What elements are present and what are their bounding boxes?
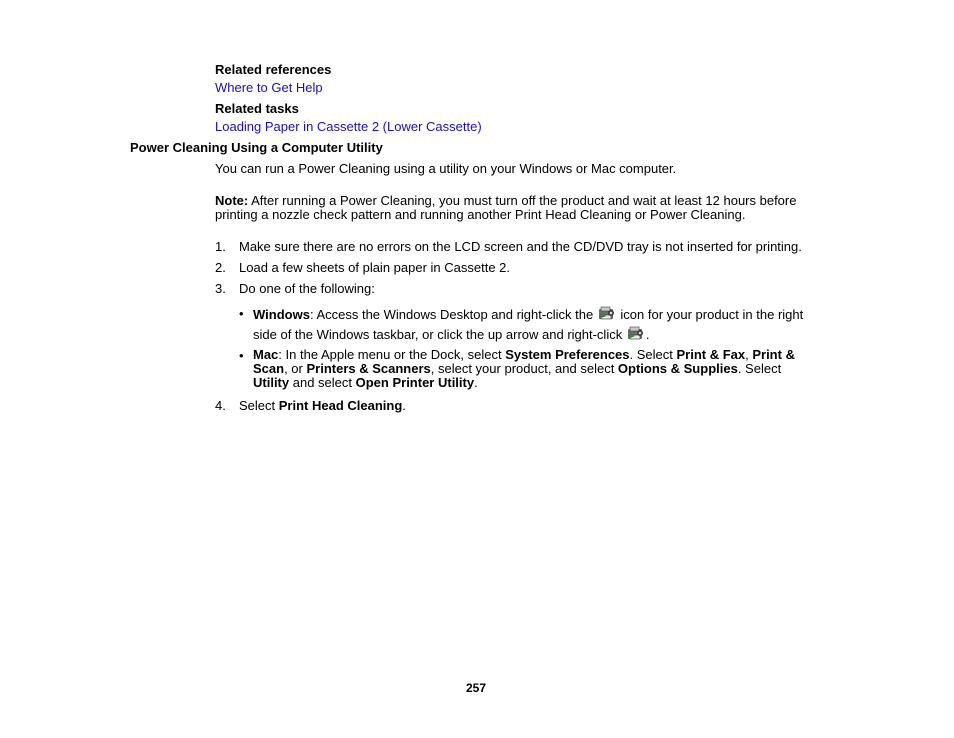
windows-text-1a: : Access the Windows Desktop and right-click the xyxy=(309,307,597,322)
note-label: Note: xyxy=(215,193,249,208)
mac-line-3 xyxy=(253,376,478,390)
printer-utility-icon xyxy=(598,306,616,321)
step-text: Do one of the following: xyxy=(239,281,375,296)
where-to-get-help-link[interactable]: Where to Get Help xyxy=(215,80,323,95)
mac-text: . Select xyxy=(629,347,677,362)
note-text-1: After running a Power Cleaning, you must turn off the product and wait at least 12 hours before xyxy=(248,193,797,208)
windows-line-1 xyxy=(253,306,803,322)
related-tasks-heading: Related tasks xyxy=(215,101,299,116)
windows-text-2a: side of the Windows taskbar, or click the up arrow and right-click xyxy=(253,327,626,342)
windows-line-2 xyxy=(253,326,649,342)
note-line-2: printing a nozzle check pattern and running another Print Head Cleaning or Power Cleaning. xyxy=(215,207,746,222)
step-number: 1. xyxy=(215,239,226,254)
mac-label: Mac xyxy=(253,347,279,362)
options-supplies-term: Options & Supplies xyxy=(617,361,738,376)
windows-text-2b: . xyxy=(645,327,650,342)
mac-text: . xyxy=(474,375,478,390)
bullet-dot: • xyxy=(239,348,244,363)
mac-text: . Select xyxy=(737,361,782,376)
mac-text: , select your product, and select xyxy=(430,361,618,376)
printers-scanners-term: Printers & Scanners xyxy=(306,361,431,376)
intro-text: You can run a Power Cleaning using a utility on your Windows or Mac computer. xyxy=(215,161,677,176)
step-number: 2. xyxy=(215,260,226,275)
step-text-post: . xyxy=(402,398,406,413)
step-number: 3. xyxy=(215,281,226,296)
mac-text: : In the Apple menu or the Dock, select xyxy=(278,347,506,362)
bullet-dot: • xyxy=(239,306,244,321)
step-number: 4. xyxy=(215,398,226,413)
open-printer-utility-term: Open Printer Utility xyxy=(355,375,475,390)
mac-text: and select xyxy=(289,375,356,390)
mac-line-2 xyxy=(253,362,781,376)
mac-line-1 xyxy=(253,348,795,362)
print-fax-term: Print & Fax xyxy=(676,347,746,362)
step-text-pre: Select xyxy=(239,398,279,413)
mac-text: , or xyxy=(284,361,307,376)
print-head-cleaning-term: Print Head Cleaning xyxy=(278,398,403,413)
page-number: 257 xyxy=(466,681,487,695)
utility-term: Utility xyxy=(253,375,290,390)
mac-text: , xyxy=(745,347,753,362)
printer-utility-icon xyxy=(627,326,645,341)
windows-text-1b: icon for your product in the right xyxy=(616,307,804,322)
section-title: Power Cleaning Using a Computer Utility xyxy=(130,140,383,155)
print-scan-term-cont: Scan xyxy=(253,361,285,376)
step-text xyxy=(239,398,406,413)
related-references-heading: Related references xyxy=(215,62,332,77)
loading-paper-link[interactable]: Loading Paper in Cassette 2 (Lower Cassette) xyxy=(215,119,482,134)
print-scan-term: Print & xyxy=(752,347,795,362)
step-text: Load a few sheets of plain paper in Cassette 2. xyxy=(239,260,511,275)
windows-label: Windows xyxy=(253,307,310,322)
note-line-1 xyxy=(215,193,796,208)
system-preferences-term: System Preferences xyxy=(505,347,630,362)
step-text: Make sure there are no errors on the LCD screen and the CD/DVD tray is not inserted for printing. xyxy=(239,239,802,254)
